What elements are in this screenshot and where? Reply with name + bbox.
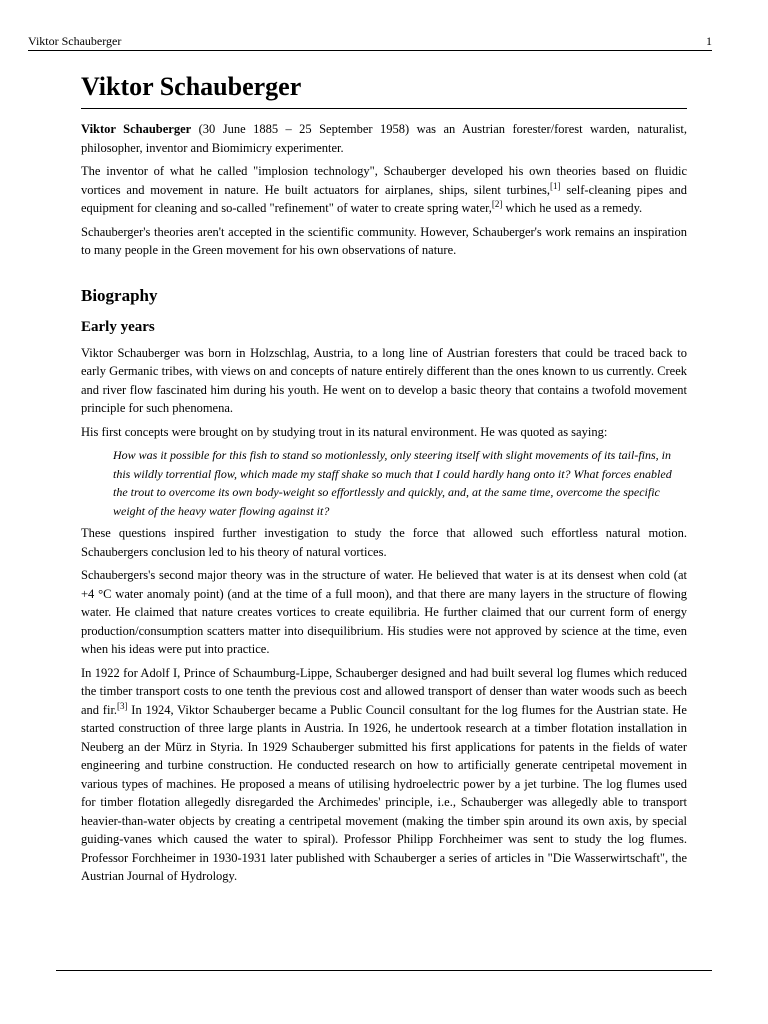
intro-text: (30 June 1885 – 25 September 1958) was an Austrian forester/forest warden, naturalist, philosopher, inventor and Biomimicry experimenter. xyxy=(81,122,687,155)
trout-paragraph: His first concepts were brought on by studying trout in its natural environment. He was quoted as saying: xyxy=(81,424,608,439)
running-title: Viktor Schauberger xyxy=(28,34,122,48)
vortices-paragraph: These questions inspired further investigation to study the force that allowed such effortless natural motion. Schaubergers conclusion led to his theory of natural vortices. xyxy=(81,526,687,559)
p8-text-2: In 1924, Viktor Schauberger became a Public Council consultant for the log flumes for the Austrian state. He started construction of three large plants in Austria. In 1926, he undertook research at a timber flotation installation in Neuberg an der Mürz in Styria. In 1929 Schauberger submitted his first applications for patents in the fields of water engineering and turbine construction. He conducted research on how to artificially generate centripetal movement in various types of machines. He proposed a means of utilising hydroelectric power by a jet turbine. The log flumes used for timber flotation allegedly disregarded the Archimedes' principle, i.e., Schauberger was allegedly able to transport heavier-than-water objects by creating a centripetal movement (making the timber spin around its own axis, by special guiding-vanes which caused the water to spiral). Professor Philipp Forchheimer was sent to study the log flumes. Professor Forchheimer in 1930-1931 later published with Schauberger a series of articles in "Die Wasserwirtschaft", the Austrian Journal of Hydrology. xyxy=(81,702,687,883)
p2-text-1: The inventor of what he called "implosion technology", Schauberger developed his own theories based on fluidic vortices and movement in nature. He built actuators for airplanes, ships, silent turbines, xyxy=(81,164,687,197)
intro-paragraph xyxy=(81,120,687,157)
citation-1[interactable]: [1] xyxy=(550,180,561,191)
page-title: Viktor Schauberger xyxy=(81,70,687,109)
implosion-paragraph xyxy=(81,162,687,218)
water-structure-paragraph: Schaubergers's second major theory was in the structure of water. He believed that water is at its densest when cold (at +4 °C water anomaly point) (and at the time of a full moon), and that there are many layers in the structure of flowing water. He claimed that nature creates vortices to create equilibria. He further claimed that our current form of energy production/consumption scatters matter into disequilibrium. His studies were not approved by science at the time, even when his ideas were put into practice. xyxy=(81,568,687,656)
footer-rule xyxy=(56,970,712,971)
trout-quote: How was it possible for this fish to stand so motionlessly, only steering itself with slight movements of its tail-fins, in this wildly torrential flow, which made my staff shake so much that I could hardly hang onto it? What forces enabled the trout to overcome its own body-weight so effortlessly and quickly, and, at the same time, overcome the specific weight of the heavy water flowing against it? xyxy=(113,448,672,518)
intro-name: Viktor Schauberger xyxy=(81,122,192,136)
log-flumes-paragraph xyxy=(81,664,687,886)
citation-2[interactable]: [2] xyxy=(491,199,503,209)
subsection-heading-early-years: Early years xyxy=(81,318,155,335)
reception-paragraph: Schauberger's theories aren't accepted in the scientific community. However, Schauberger's work remains an inspiration to many people in the Green movement for his own observations of nature. xyxy=(81,224,687,257)
p2-text-2: self-cleaning pipes and equipment for cleaning and so-called "refinement" of water to create spring water, xyxy=(81,182,687,215)
early-years-paragraph: Viktor Schauberger was born in Holzschlag, Austria, to a long line of Austrian foresters that could be traced back to early Germanic tribes, with views on and concepts of nature entirely different than the ones known to us currently. Creek and river flow fascinated him during his youth. He went on to develop a basic theory that contains a twofold movement principle for such phenomena. xyxy=(81,345,687,415)
article-body xyxy=(81,70,687,891)
page-number: 1 xyxy=(706,34,712,48)
p2-text-3: which he used as a remedy. xyxy=(502,201,643,215)
p8-text-1: In 1922 for Adolf I, Prince of Schaumburg-Lippe, Schauberger designed and had built several log flumes which reduced the timber transport costs to one tenth the previous cost and allowed transport of denser than water woods such as beech and fir. xyxy=(81,665,687,717)
citation-3[interactable]: [3] xyxy=(117,700,128,711)
section-heading-biography: Biography xyxy=(81,285,158,305)
running-header xyxy=(28,34,712,51)
